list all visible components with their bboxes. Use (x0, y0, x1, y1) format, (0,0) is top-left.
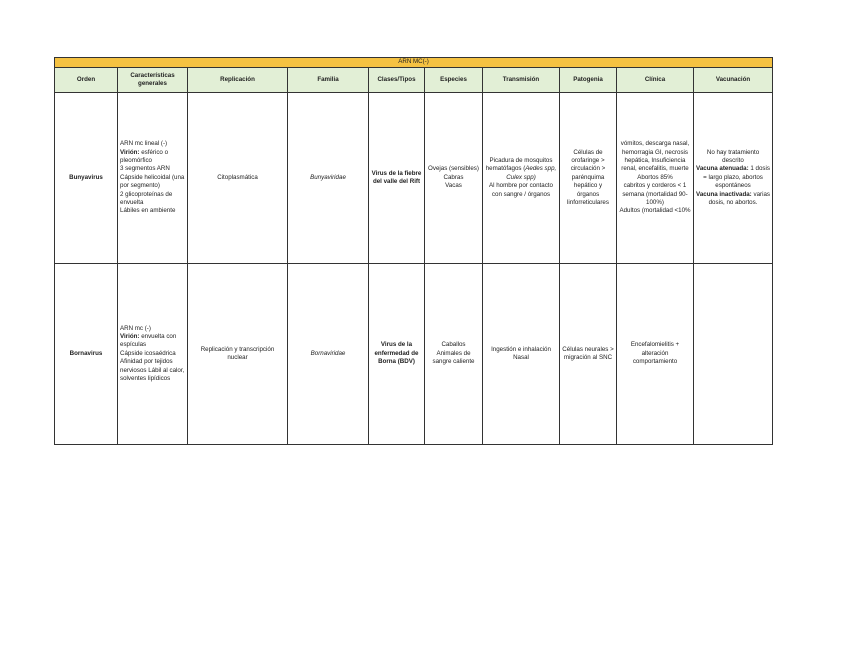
cell-replicacion: Citoplasmática (188, 93, 288, 264)
virus-table (54, 57, 773, 445)
cell-clases: Virus de la fiebre del valle del Rift (369, 93, 425, 264)
header-caracteristicas: Características generales (118, 68, 188, 93)
cell-patogenia: Células de orofaringe > circulación > parénquima hepático y órganos linforreticulares (560, 93, 617, 264)
virion-text: esférico o pleomórfico (120, 148, 169, 165)
title-row (55, 58, 773, 68)
vacuna-atenuada-label: Vacuna atenuada: (696, 165, 749, 173)
vacuna-atenuada-text: 1 dosis = largo plazo, abortos espontáneos (703, 165, 770, 190)
char-line: Afinidad por tejidos nerviosos Lábil al calor, solventes lipídicos (120, 358, 185, 382)
virion-label: Virión: (120, 333, 140, 341)
vacuna-inactivada-text: varias dosis, no abortos. (708, 190, 770, 206)
cell-especies (425, 264, 483, 445)
especie-item: Caballos (441, 341, 466, 349)
vacunacion-line: No hay tratamiento descrito (706, 148, 760, 165)
cell-orden: Bunyavirus (55, 93, 118, 264)
especie-item: Animales de sangre caliente (432, 349, 475, 366)
char-line: Lábiles en ambiente (120, 207, 176, 215)
char-line: ARN mc (-) (120, 324, 151, 332)
header-clases: Clases/Tipos (369, 68, 425, 93)
char-line: ARN mc lineal (-) (120, 140, 168, 148)
vacunacion-line (696, 165, 770, 190)
char-line: Cápside helicoidal (una por segmento) (120, 173, 185, 190)
cell-caracteristicas (118, 93, 188, 264)
transmision-text: Al hombre por contacto con sangre / órganos (489, 182, 553, 198)
cell-especies (425, 93, 483, 264)
especie-item: Cabras (443, 173, 464, 181)
header-row (55, 68, 773, 93)
char-line: 2 glicoproteínas de envuelta (120, 190, 173, 206)
cell-clinica (617, 93, 694, 264)
clinica-line: Abortos 85% (637, 173, 673, 181)
transmision-text: Picadura de mosquitos hematófagos ( (485, 157, 553, 173)
table-row (55, 264, 773, 445)
header-transmision: Transmisión (483, 68, 560, 93)
header-clinica: Clínica (617, 68, 694, 93)
table-row (55, 93, 773, 264)
clinica-line: cabritos y corderos < 1 semana (mortalidad 90-100%) (622, 182, 688, 206)
cell-familia: Bornaviridae (288, 264, 369, 445)
cell-replicacion: Replicación y transcripción nuclear (188, 264, 288, 445)
cell-transmision: Ingestión e inhalación Nasal (483, 264, 560, 445)
cell-transmision (483, 93, 560, 264)
cell-clases: Virus de la enfermedad de Borna (BDV) (369, 264, 425, 445)
cell-familia: Bunyaviridae (288, 93, 369, 264)
header-especies: Especies (425, 68, 483, 93)
cell-vacunacion (694, 264, 773, 445)
char-line: Cápside icosaédrica (120, 349, 176, 357)
char-line: 3 segmentos ARN (120, 165, 170, 173)
header-vacunacion: Vacunación (694, 68, 773, 93)
header-familia: Familia (288, 68, 369, 93)
cell-clinica: Encefalomielitis + alteración comportamiento (617, 264, 694, 445)
char-line (120, 149, 185, 166)
vacunacion-line (696, 191, 770, 208)
header-patogenia: Patogenia (560, 68, 617, 93)
cell-vacunacion (694, 93, 773, 264)
clinica-line: vómitos, descarga nasal, hemorragia GI, necrosis hepática, Insuficiencia renal, encefalitis, muerte (620, 140, 690, 173)
vacuna-inactivada-label: Vacuna inactivada: (696, 190, 752, 198)
especie-item: Ovejas (sensibles) (428, 165, 479, 173)
char-line (120, 333, 185, 350)
cell-caracteristicas (118, 264, 188, 445)
header-orden: Orden (55, 68, 118, 93)
virion-text: envuelta con espículas (120, 333, 177, 349)
especie-item: Vacas (445, 182, 462, 190)
table-title: ARN MC(-) (55, 58, 773, 68)
virion-label: Virión: (120, 148, 140, 156)
header-replicacion: Replicación (188, 68, 288, 93)
transmision-species: Aedes spp, Culex spp) (506, 165, 557, 181)
cell-patogenia: Células neurales > migración al SNC (560, 264, 617, 445)
cell-orden: Bornavirus (55, 264, 118, 445)
clinica-line: Adultos (mortalidad <10% (619, 207, 691, 215)
